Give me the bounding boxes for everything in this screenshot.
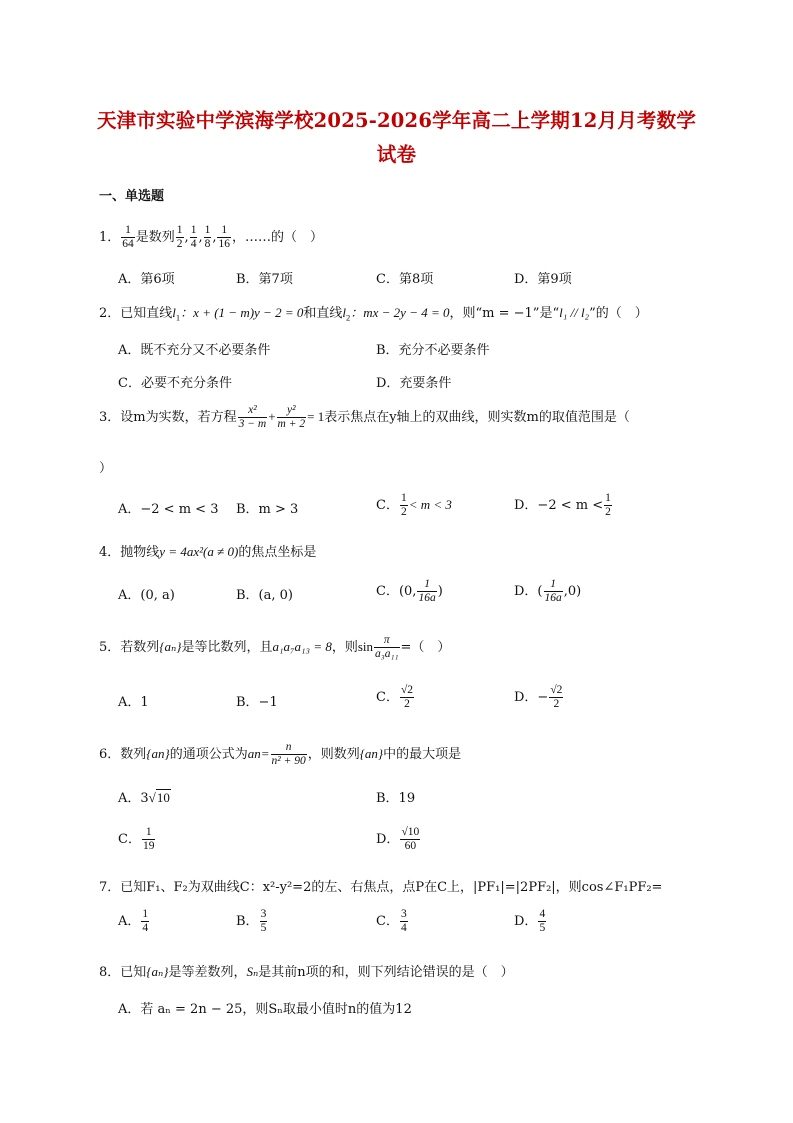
question-number: 8．	[99, 965, 121, 980]
fraction: $\frac{\text{x²}}{3 - m}$	[238, 404, 267, 430]
question-text: 是等差数列，	[168, 965, 247, 980]
question-4	[99, 541, 316, 560]
option-text: )	[437, 584, 443, 599]
question-text: 已知直线	[120, 306, 173, 321]
option-text: D．−2 < m <	[514, 498, 604, 513]
question-number: 6．	[99, 747, 121, 762]
fraction: $\frac{1}{4}$	[190, 224, 197, 250]
fraction: $\frac{3}{4}$	[400, 908, 407, 934]
option-label: C．	[376, 690, 399, 705]
question-number: 2．	[99, 306, 121, 321]
option-d[interactable]	[514, 492, 613, 519]
option-text: C．(0,	[376, 584, 417, 599]
fraction: $\frac{1}{8}$	[204, 224, 211, 250]
question-7	[99, 876, 662, 895]
math-op: +	[268, 409, 276, 424]
option-d[interactable]: D．充要条件	[376, 376, 452, 391]
fraction: $\frac{n}{\text{n² + 90}}$	[271, 741, 306, 767]
math-sub: 2	[346, 312, 351, 323]
option-b[interactable]: B．(a, 0)	[236, 588, 293, 603]
question-5	[99, 634, 450, 661]
fraction: $\frac{4}{5}$	[539, 908, 546, 934]
question-text: ”的（ ）	[589, 306, 648, 321]
fraction: $\frac{1}{16a}$	[544, 578, 562, 604]
option-d[interactable]	[514, 908, 547, 935]
question-text: ，则	[331, 640, 358, 655]
question-text: 表示焦点在y轴上的双曲线，则实数m的取值范围是（	[324, 410, 630, 425]
fraction: $\frac{√2}{2}$	[400, 684, 414, 710]
option-c[interactable]	[376, 684, 415, 711]
question-text: ，则“m = −1”是“	[449, 306, 560, 321]
option-c[interactable]: C．必要不充分条件	[118, 376, 232, 391]
option-a[interactable]: A．第6项	[118, 272, 175, 287]
question-text: =（ ）	[400, 640, 451, 655]
section-heading: 一、单选题	[99, 189, 165, 204]
option-c[interactable]: C．第8项	[376, 272, 434, 287]
math-seq: {aₙ}	[159, 639, 182, 654]
option-b[interactable]	[236, 498, 298, 517]
question-text: 已知F₁、F₂为双曲线C：x²-y²=2的左、右焦点，点P在C上，|PF₁|=|2PF₂|，则cos∠F₁PF₂=	[120, 880, 663, 895]
question-text: 中的最大项是	[383, 747, 462, 762]
question-text: 的通项公式为	[169, 747, 248, 762]
math-var: l	[342, 305, 346, 320]
fraction: $\frac{3}{5}$	[260, 908, 267, 934]
option-d[interactable]	[376, 826, 421, 853]
option-a[interactable]: A．若 aₙ = 2n − 25，则Sₙ取最小值时n的值为12	[118, 1002, 412, 1017]
math-equation: ：x + (1 − m)y − 2 = 0	[180, 305, 304, 320]
option-a[interactable]: A．(0, a)	[118, 588, 175, 603]
fraction: $\frac{1}{16a}$	[418, 578, 436, 604]
fraction: $\frac{1}{19}$	[142, 826, 155, 852]
question-8	[99, 961, 514, 980]
question-1: 1． $\frac{1}{64}$ 是数列 $\frac{1}{2}$ , $\frac{1}{4}$ , $\frac{1}{8}$ , $\frac{1}{16}$ ，……的（ ）	[99, 224, 323, 250]
option-text: ,0)	[563, 584, 582, 599]
fraction: $\frac{1}{64}$	[122, 224, 134, 250]
option-label: A．	[118, 914, 141, 929]
option-label: C．	[118, 832, 141, 847]
math-var: an=	[247, 746, 270, 761]
fraction: $\frac{1}{4}$	[142, 908, 149, 934]
question-text: ，……的（ ）	[231, 230, 323, 245]
math-op: = 1	[307, 409, 325, 424]
question-3-cont: ）	[99, 461, 113, 476]
option-text: < m < 3	[408, 497, 452, 512]
option-text: D．(	[514, 584, 543, 599]
option-d[interactable]	[514, 578, 581, 605]
question-number: 5．	[99, 640, 121, 655]
option-a[interactable]: A．1	[118, 695, 149, 710]
option-b[interactable]: B．第7项	[236, 272, 293, 287]
question-text: 抛物线	[120, 545, 160, 560]
option-c[interactable]	[376, 578, 443, 605]
option-label: C．	[376, 498, 399, 513]
question-number: 1．	[99, 230, 121, 245]
fraction: $\frac{1}{2}$	[400, 492, 407, 518]
exam-title: 天津市实验中学滨海学校2025-2026学年高二上学期12月月考数学试卷	[96, 109, 697, 166]
question-text: 是数列	[135, 230, 175, 245]
option-b[interactable]: B．19	[376, 791, 416, 806]
math-var: Sₙ	[246, 964, 259, 979]
option-c[interactable]	[376, 908, 409, 935]
option-text: A．−2 < m < 3	[118, 502, 219, 517]
sqrt: √10	[148, 790, 170, 805]
question-text: 数列	[120, 747, 147, 762]
question-3	[99, 404, 630, 431]
fraction: $\frac{√10}{60}$	[401, 826, 420, 852]
option-label: B．	[236, 914, 259, 929]
math-equation: a₁a₇a₁₃ = 8	[272, 639, 332, 654]
option-b[interactable]: B．充分不必要条件	[376, 343, 490, 358]
option-d[interactable]: D．第9项	[514, 272, 572, 287]
question-number: 3．	[99, 410, 121, 425]
math-func: sin	[357, 639, 374, 654]
math-seq: {aₙ}	[146, 964, 169, 979]
question-6	[99, 741, 461, 768]
question-number: 7．	[99, 880, 121, 895]
math-sub: 1	[175, 312, 181, 323]
question-2	[99, 302, 648, 323]
option-d[interactable]	[514, 684, 564, 711]
option-label: C．	[376, 914, 399, 929]
math-equation: l₁ // l₂	[559, 305, 590, 320]
option-a[interactable]	[118, 787, 171, 806]
fraction: $\frac{1}{2}$	[605, 492, 611, 518]
fraction: $\frac{1}{2}$	[176, 224, 183, 250]
fraction: $\frac{\pi}{\text{a₃a₁₁}}$	[375, 634, 399, 660]
question-text: 是其前n项的和，则下列结论错误的是（ ）	[258, 965, 514, 980]
fraction: $\frac{√2}{2}$	[550, 684, 563, 710]
option-b[interactable]: B．−1	[236, 695, 278, 710]
option-text: D．−	[514, 690, 549, 705]
math-seq: {an}	[359, 746, 384, 761]
math-equation: y = 4ax²(a ≠ 0)	[159, 544, 239, 559]
fraction: $\frac{\text{y²}}{m + 2}$	[277, 404, 306, 430]
math-equation: ：mx − 2y − 4 = 0	[350, 305, 450, 320]
question-text: 的焦点坐标是	[238, 545, 317, 560]
question-text: 若数列	[120, 640, 160, 655]
option-a[interactable]	[118, 498, 218, 517]
question-text: 是等比数列，且	[181, 640, 273, 655]
question-text: 和直线	[303, 306, 343, 321]
question-text: 已知	[120, 965, 147, 980]
option-text: B．m > 3	[236, 502, 299, 517]
fraction: $\frac{1}{16}$	[218, 224, 230, 250]
option-b[interactable]	[236, 908, 268, 935]
question-number: 4．	[99, 545, 121, 560]
option-c[interactable]	[376, 492, 452, 519]
option-a[interactable]	[118, 908, 150, 935]
math-seq: {an}	[146, 746, 170, 761]
option-c[interactable]	[118, 826, 156, 853]
math-var: l	[172, 305, 176, 320]
option-a[interactable]: A．既不充分又不必要条件	[118, 343, 271, 358]
question-text: ，则数列	[307, 747, 360, 762]
option-label: D．	[514, 914, 538, 929]
option-label: D．	[376, 832, 400, 847]
option-text: A．3	[118, 791, 149, 806]
question-text: 设m为实数，若方程	[120, 410, 237, 425]
